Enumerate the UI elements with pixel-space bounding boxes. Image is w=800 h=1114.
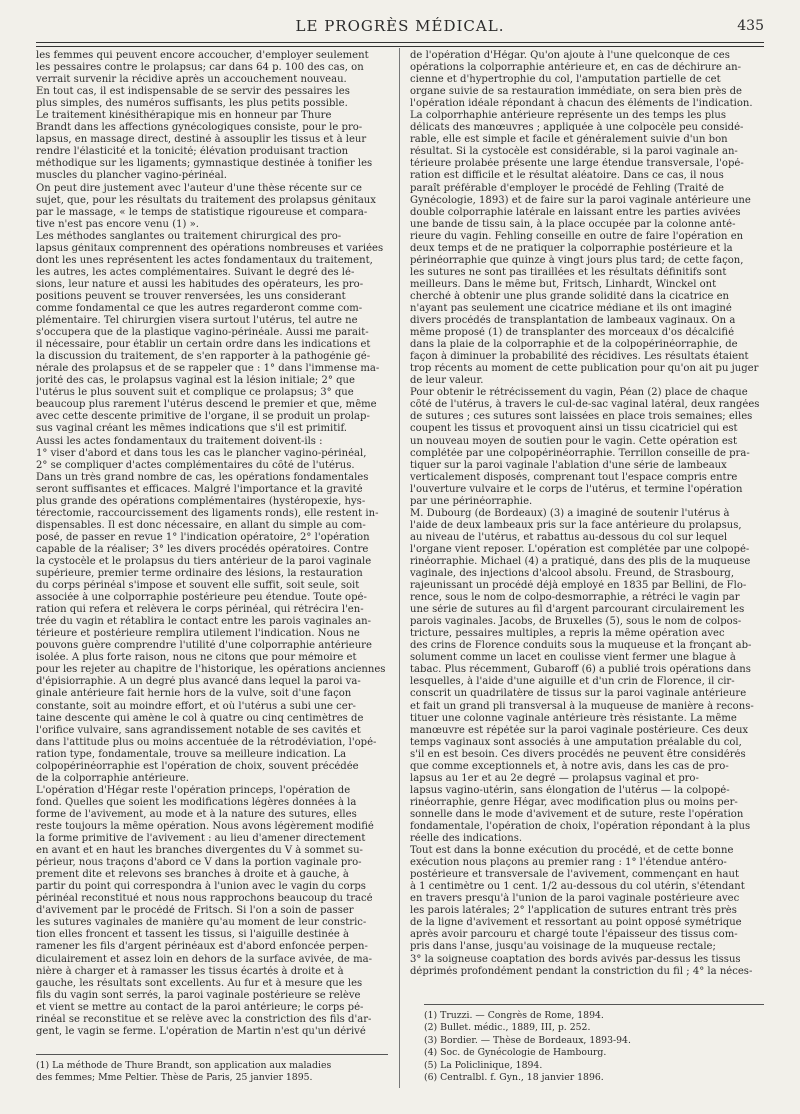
- footnote-line: (2) Bullet. médic., 1889, III, p. 252.: [424, 1022, 591, 1034]
- text-line: les sutures vaginales de manière qu'au moment de leur constric-: [36, 917, 367, 929]
- text-line: de l'opération d'Hégar. Qu'on ajoute à l'une quelconque de ces: [410, 50, 730, 61]
- text-line: avec cette descente primitive de l'organe, il se produit un prolap-: [36, 411, 370, 423]
- text-line: temps vaginaux sont associés à une amputation préalable du col,: [410, 736, 742, 748]
- text-line: en avant et en haut les branches divergentes du V à sommet su-: [36, 845, 363, 857]
- text-line: térieure prolabée présente une large étendue transversale, l'opé-: [410, 158, 744, 170]
- text-line: la forme primitive de l'avivement : au lieu d'amener directement: [36, 833, 366, 845]
- text-line: sus vaginal créant les mêmes indications que s'il est primitif.: [36, 423, 347, 435]
- text-line: les parois latérales; 2° l'application de sutures entrant très près: [410, 905, 737, 917]
- text-line: conscrit un quadrilatère de tissus sur la paroi vaginale antérieure: [410, 688, 747, 700]
- text-line: s'occupera que de la plastique vagino-périnéale. Aussi me parait-: [36, 327, 369, 339]
- text-line: Brandt dans les affections gynécologiques consiste, pour le pro-: [36, 122, 363, 134]
- text-line: lapsus au 1er et au 2e degré — prolapsus vaginal et pro-: [410, 772, 699, 784]
- text-line: comme fondamental ce que les autres regarderont comme com-: [36, 302, 363, 314]
- footnote-line: (3) Bordier. — Thèse de Bordeaux, 1893-94.: [424, 1034, 631, 1046]
- text-line: périnéal reconstitué et nous nous rapprochons beaucoup du tracé: [36, 893, 373, 905]
- text-line: du corps périnéal s'impose et souvent elle suffit, soit seule, soit: [36, 580, 360, 592]
- text-line: fondamentale, l'opération de choix, l'opération répondant à la plus: [410, 821, 751, 832]
- text-line: solument comme un lacet en coulisse vient fermer une blague à: [410, 652, 736, 664]
- text-line: coupent les tissus et provoquent ainsi un tissu cicatriciel qui est: [410, 423, 738, 435]
- text-line: par une périnéorraphie.: [410, 495, 533, 507]
- text-line: prement dite et relevons ses branches à droite et à gauche, à: [36, 869, 349, 881]
- text-line: posé, de passer en revue 1° l'indication opératoire, 2° l'opération: [36, 531, 370, 543]
- text-line: au niveau de l'utérus, et rabattus au-dessous du col sur lequel: [410, 531, 728, 543]
- text-line: d'avivement par le procédé de Fritsch. Si l'on a soin de passer: [36, 905, 354, 917]
- text-line: sujet, que, pour les résultats du traitement des prolapsus génitaux: [36, 194, 376, 206]
- text-line: les autres, les actes complémentaires. Suivant le degré des lé-: [36, 266, 355, 278]
- text-line: en travers presqu'à l'union de la paroi vaginale postérieure avec: [410, 893, 740, 905]
- text-line: sions, leur nature et aussi les habitudes des opérateurs, les pro-: [36, 278, 364, 290]
- text-line: les sutures ne sont pas tiraillées et les résultats définitifs sont: [410, 266, 727, 278]
- text-line: Aussi les actes fondamentaux du traitement doivent-ils :: [36, 435, 323, 447]
- text-line: la discussion du traitement, de s'en rapporter à la pathogénie gé-: [36, 351, 371, 363]
- text-line: ramener les fils d'argent périnéaux est d'abord enfoncée perpen-: [36, 941, 368, 953]
- footnote-line: (1) Truzzi. — Congrès de Rome, 1894.: [424, 1010, 604, 1021]
- text-line: muscles du plancher vagino-périnéal.: [36, 170, 227, 182]
- text-line: lapsus vagino-utérin, sans élongation de l'utérus — la colpopé-: [410, 784, 730, 796]
- text-line: ration type, fondamentale, trouve sa meilleure indication. La: [36, 748, 347, 760]
- text-line: térieure et postérieure remplira utilement l'indication. Nous ne: [36, 628, 360, 640]
- text-line: plus grande des opérations complémentaires (hystéropexie, hys-: [36, 495, 366, 507]
- text-line: la cystocèle et le prolapsus du tiers antérieur de la paroi vaginale: [36, 555, 372, 567]
- text-line: Pour obtenir le rétrécissement du vagin, Péan (2) place de chaque: [410, 387, 748, 399]
- left-column: [36, 50, 388, 1038]
- text-line: deux temps et de ne pratiquer la colporraphie postérieure et la: [410, 242, 733, 254]
- text-line: dans la plaie de la colporraphie et de la colpopérinéorraphie, de: [410, 339, 738, 351]
- text-line: postérieure et transversale de l'avivement, commençant en haut: [410, 869, 740, 881]
- text-line: constante, soit au moindre effort, et où l'utérus a subi une cer-: [36, 700, 356, 712]
- text-line: gent, le vagin se ferme. L'opération de Martin n'est qu'un dérivé: [36, 1025, 366, 1037]
- text-line: exécution nous plaçons au premier rang : 1° l'étendue antéro-: [410, 857, 727, 869]
- text-line: un nouveau moyen de soutien pour le vagin. Cette opération est: [410, 435, 738, 447]
- text-line: ration qui refera et relèvera le corps périnéal, qui rétrécira l'en-: [36, 604, 364, 616]
- column-divider: [399, 48, 400, 1088]
- text-line: l'utérus le plus souvent suit et complique ce prolapsus; 3° que: [36, 387, 354, 399]
- text-line: positions peuvent se trouver renversées, les uns considerant: [36, 290, 346, 302]
- text-line: forme de l'avivement, au mode et à la nature des sutures, elles: [36, 808, 357, 820]
- text-line: ginale antérieure fait hernie hors de la vulve, soit d'une façon: [36, 688, 352, 700]
- text-line: réelle des indications.: [410, 833, 523, 845]
- text-line: périnéorraphie que quinze à vingt jours plus tard; de cette façon,: [410, 254, 744, 266]
- text-line: pris dans l'anse, jusqu'au voisinage de la muqueuse rectale;: [410, 941, 716, 953]
- text-line: les femmes qui peuvent encore accoucher, d'employer seulement: [36, 50, 369, 61]
- footnote-rule-left: [36, 1054, 388, 1055]
- footnote-line: (6) Centralbl. f. Gyn., 18 janvier 1896.: [424, 1072, 604, 1084]
- text-line: tabac. Plus récemment, Gubaroff (6) a publié trois opérations dans: [410, 664, 751, 676]
- text-line: plémentaire. Tel chirurgien visera surtout l'utérus, tel autre ne: [36, 315, 358, 327]
- text-line: il nécessaire, pour établir un certain ordre dans les indications et: [36, 339, 371, 351]
- text-line: ration est difficile et le résultat aléatoire. Dans ce cas, il nous: [410, 170, 724, 182]
- text-line: de leur valeur.: [410, 375, 484, 387]
- text-line: l'opération idéale répondant à chacun des éléments de l'indication.: [410, 98, 753, 110]
- text-line: Tout est dans la bonne exécution du procédé, et de cette bonne: [410, 845, 734, 857]
- text-line: colpopérinéorraphie est l'opération de choix, souvent précédée: [36, 760, 359, 772]
- text-line: 3° la soigneuse coaptation des bords avivés par-dessus les tissus: [410, 953, 741, 965]
- text-line: Les méthodes sanglantes ou traitement chirurgical des pro-: [36, 230, 342, 242]
- text-line: méthodique sur les ligaments; gymnastique destinée à tonifier les: [36, 158, 373, 170]
- text-line: rable, elle est simple et facile et généralement suivie d'un bon: [410, 134, 728, 146]
- text-line: jorité des cas, le prolapsus vaginal est la lésion initiale; 2° que: [36, 375, 355, 387]
- text-line: parois vaginales. Jacobs, de Bruxelles (5), sous le nom de colpos-: [410, 616, 742, 628]
- text-line: taine descente qui amène le col à quatre ou cinq centimètres de: [36, 712, 364, 724]
- text-line: associée à une colporraphie postérieure peu étendue. Toute opé-: [36, 592, 367, 604]
- text-line: sonnelle dans le mode d'avivement et de suture, reste l'opération: [410, 808, 744, 820]
- text-line: délicats des manœuvres ; appliquée à une colpocèle peu considé-: [410, 122, 744, 134]
- page-number: 435: [737, 18, 764, 34]
- right-column: [410, 50, 762, 978]
- text-line: de sutures ; ces sutures sont laissées en place trois semaines; elles: [410, 411, 753, 423]
- text-line: vaginale, des injections d'alcool absolu. Freund, de Strasbourg,: [410, 568, 735, 580]
- text-line: 2° se compliquer d'actes complémentaires du côté de l'utérus.: [36, 459, 355, 471]
- footnote-line: (5) La Policlinique, 1894.: [424, 1059, 543, 1071]
- text-line: seront suffisantes et efficaces. Malgré l'importance et la gravité: [36, 483, 363, 495]
- text-line: On peut dire justement avec l'auteur d'une thèse récente sur ce: [36, 182, 362, 194]
- text-line: fils du vagin sont serrés, la paroi vaginale postérieure se relève: [36, 989, 361, 1001]
- text-line: et vient se mettre au contact de la paroi antérieure; le corps pé-: [36, 1001, 364, 1013]
- text-line: cienne et d'hypertrophie du col, l'amputation partielle de cet: [410, 74, 721, 86]
- text-line: même proposé (1) de transplanter des morceaux d'os décalcifié: [410, 327, 735, 339]
- footnotes-right: [424, 1010, 764, 1084]
- text-line: l'organe vient reposer. L'opération est complétée par une colpopé-: [410, 543, 750, 555]
- text-line: verticalement disposés, comprenant tout l'espace compris entre: [410, 471, 738, 483]
- text-line: et fait un grand pli transversal à la muqueuse de manière à recons-: [410, 700, 754, 712]
- text-line: diculairement et assez loin en dehors de la surface avivée, de ma-: [36, 953, 372, 965]
- text-line: lapsus génitaux comprennent des opérations nombreuses et variées: [36, 242, 384, 254]
- text-line: M. Dubourg (de Bordeaux) (3) a imaginé de soutenir l'utérus à: [410, 507, 730, 519]
- text-line: les pessaires contre le prolapsus; car dans 64 p. 100 des cas, on: [36, 62, 364, 74]
- text-line: rinéorraphie, genre Hégar, avec modification plus ou moins per-: [410, 796, 738, 808]
- text-line: paraît préférable d'employer le procédé de Fehling (Traité de: [410, 182, 724, 194]
- text-line: tion elles froncent et tassent les tissus, si l'aiguille destinée à: [36, 929, 349, 941]
- text-line: tive n'est pas encore venu (1) ».: [36, 218, 199, 230]
- text-line: L'opération d'Hégar reste l'opération princeps, l'opération de: [36, 784, 351, 796]
- text-line: dispensables. Il est donc nécessaire, en allant du simple au com-: [36, 519, 366, 531]
- text-line: déprimés profondément pendant la constriction du fil ; 4° la néces-: [410, 965, 753, 977]
- text-line: rendre l'élasticité et la tonicité; élévation produisant traction: [36, 146, 349, 158]
- text-line: l'orifice vulvaire, sans agrandissement notable de ses cavités et: [36, 724, 361, 736]
- footnote-line: (1) La méthode de Thure Brandt, son application aux maladies: [36, 1060, 332, 1071]
- text-line: lapsus, en massage direct, destiné à assouplir les tissus et à leur: [36, 134, 367, 146]
- footnote-rule-right: [424, 1004, 764, 1005]
- text-line: tituer une colonne vaginale antérieure très résistante. La même: [410, 712, 737, 724]
- footnote-line: (4) Soc. de Gynécologie de Hambourg.: [424, 1047, 607, 1059]
- text-line: l'aide de deux lambeaux pris sur la face antérieure du prolapsus,: [410, 519, 742, 531]
- text-line: rinéorraphie. Michael (4) a pratiqué, dans des plis de la muqueuse: [410, 555, 751, 567]
- text-line: double colporraphie latérale en laissant entre les parties avivées: [410, 206, 741, 218]
- text-line: rinéal se reconstitue et se relève avec la constriction des fils d'ar-: [36, 1013, 372, 1025]
- text-line: En tout cas, il est indispensable de se servir des pessaires les: [36, 86, 350, 98]
- text-line: rieure du vagin. Fehling conseille en outre de faire l'opération en: [410, 230, 744, 242]
- text-line: isolée. A plus forte raison, nous ne citons que pour mémoire et: [36, 652, 357, 664]
- text-line: dans l'attitude plus ou moins accentuée de la rétrodéviation, l'opé-: [36, 736, 377, 748]
- text-line: fond. Quelles que soient les modifications légères données à la: [36, 796, 357, 808]
- text-line: côté de l'utérus, à travers le cul-de-sac vaginal latéral, deux rangées: [410, 399, 760, 411]
- text-line: partir du point qui correspondra à l'union avec le vagin du corps: [36, 881, 366, 893]
- text-line: Gynécologie, 1893) et de faire sur la paroi vaginale antérieure une: [410, 194, 751, 206]
- text-line: des crins de Florence conduits sous la muqueuse et la fronçant ab-: [410, 640, 752, 652]
- footnotes-left: [36, 1060, 388, 1083]
- text-line: l'ouverture vulvaire et le corps de l'utérus, et termine l'opération: [410, 483, 743, 495]
- text-line: Dans un très grand nombre de cas, les opérations fondamentales: [36, 471, 369, 483]
- text-line: nière à charger et à ramasser les tissus écartés à droite et à: [36, 965, 344, 977]
- header-rule: [36, 42, 764, 47]
- text-line: s'il en est besoin. Ces divers procédés ne peuvent être considérés: [410, 748, 746, 760]
- text-line: dont les unes représentent les actes fondamentaux du traitement,: [36, 254, 373, 266]
- text-line: complétée par une colpopérinéorraphie. Terrillon conseille de pra-: [410, 447, 750, 459]
- text-line: que comme exceptionnels et, à notre avis, dans les cas de pro-: [410, 760, 729, 772]
- journal-title: LE PROGRÈS MÉDICAL.: [295, 17, 505, 35]
- text-line: nérale des prolapsus et de se rappeler que : 1° dans l'immense ma-: [36, 363, 380, 375]
- text-line: de la ligne d'avivement et ressortant au point opposé symétrique: [410, 917, 742, 929]
- text-line: résultat. Si la cystocèle est considérable, si la paroi vaginale an-: [410, 146, 738, 158]
- text-line: à 1 centimètre ou 1 cent. 1/2 au-dessous du col utérin, s'étendant: [410, 881, 745, 893]
- text-line: d'épisiorraphie. A un degré plus avancé dans lequel la paroi va-: [36, 676, 361, 688]
- text-line: une série de sutures au fil d'argent parcourant circulairement les: [410, 604, 745, 616]
- text-line: La colporrhaphie antérieure représente un des temps les plus: [410, 110, 726, 122]
- text-line: reste toujours la même opération. Nous avons légèrement modifié: [36, 821, 374, 832]
- text-line: gauche, les résultats sont excellents. Au fur et à mesure que les: [36, 977, 363, 989]
- text-line: organe suivie de sa restauration immédiate, on sera bien près de: [410, 86, 742, 98]
- text-line: trop récents au moment de cette publication pour qu'on ait pu juger: [410, 363, 759, 375]
- text-line: 1° viser d'abord et dans tous les cas le plancher vagino-périnéal,: [36, 447, 367, 459]
- text-line: divers procédés de transplantation de lambeaux vaginaux. On a: [410, 315, 736, 327]
- text-line: après avoir parcouru et chargé toute l'épaisseur des tissus com-: [410, 929, 738, 941]
- text-line: façon à diminuer la probabilité des récidives. Les résultats étaient: [410, 351, 749, 363]
- text-line: verrait survenir la récidive après un accouchement nouveau.: [36, 74, 347, 86]
- text-line: rajeunissant un procédé déjà employé en 1835 par Bellini, de Flo-: [410, 580, 747, 592]
- text-line: lesquelles, à l'aide d'une aiguille et d'un crin de Florence, il cir-: [410, 676, 735, 688]
- text-line: par le massage, « le temps de statistique rigoureuse et compara-: [36, 206, 368, 218]
- text-line: n'ayant pas seulement une cicatrice médiane et ils ont imaginé: [410, 302, 732, 314]
- text-line: capable de la réaliser; 3° les divers procédés opératoires. Contre: [36, 543, 369, 555]
- text-line: pour les rejeter au chapitre de l'historique, les opérations anciennes: [36, 664, 386, 676]
- text-line: supérieure, premier terme ordinaire des lésions, la restauration: [36, 568, 363, 580]
- page-header: [36, 14, 764, 38]
- text-line: de la colporraphie antérieure.: [36, 772, 190, 784]
- footnote-line: des femmes; Mme Peltier. Thèse de Paris, 25 janvier 1895.: [36, 1071, 313, 1083]
- text-line: périeur, nous traçons d'abord ce V dans la portion vaginale pro-: [36, 857, 362, 869]
- text-line: pouvons guère comprendre l'utilité d'une colporraphie antérieure: [36, 640, 372, 652]
- text-line: tiquer sur la paroi vaginale l'ablation d'une série de lambeaux: [410, 459, 727, 471]
- text-line: Le traitement kinésithérapique mis en honneur par Thure: [36, 110, 332, 122]
- text-line: trée du vagin et rétablira le contact entre les parois vaginales an-: [36, 616, 372, 628]
- text-line: cherché à obtenir une plus grande solidité dans la cicatrice en: [410, 290, 730, 302]
- text-line: tricture, pessaires multiples, a repris la même opération avec: [410, 628, 725, 640]
- text-line: beaucoup plus rarement l'utérus descend le premier et que, même: [36, 399, 377, 411]
- text-line: manœuvre est répétée sur la paroi vaginale postérieure. Ces deux: [410, 724, 749, 736]
- text-line: opérations la colporraphie antérieure et, en cas de déchirure an-: [410, 62, 742, 74]
- text-line: térectomie, raccourcissement des ligaments ronds), elle restent in-: [36, 507, 379, 519]
- text-line: une bande de tissu sain, à la place occupée par la colonne anté-: [410, 218, 736, 230]
- text-line: plus simples, des numéros suffisants, les plus petits possible.: [36, 98, 348, 110]
- text-line: rence, sous le nom de colpo-desmorraphie, a rétréci le vagin par: [410, 592, 740, 604]
- text-line: meilleurs. Dans le même but, Fritsch, Linhardt, Winckel ont: [410, 278, 717, 290]
